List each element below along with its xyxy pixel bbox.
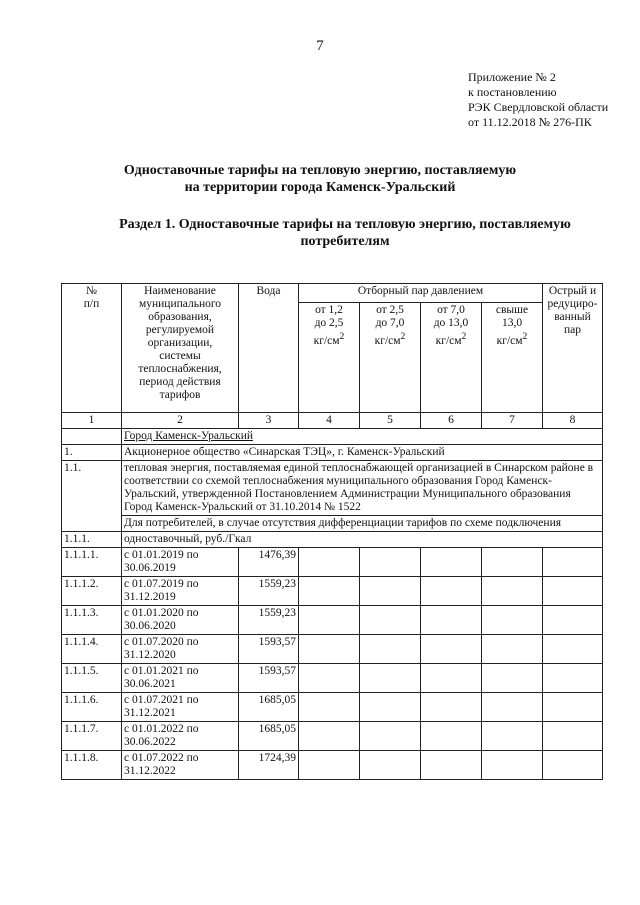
header-pressure-2: от 2,5 до 7,0 $кг/см^2$ <box>360 303 421 413</box>
period: с 01.01.2021 по 30.06.2021 <box>122 664 239 693</box>
header-steam-group: Отборный пар давлением <box>299 284 543 303</box>
city-name: Город Каменск-Уральский <box>122 429 603 445</box>
row-number: 1.1.1.8. <box>62 751 122 780</box>
col-number: 4 <box>299 413 360 429</box>
water-tariff: 1685,05 <box>239 722 299 751</box>
water-tariff: 1593,57 <box>239 635 299 664</box>
tariff-type: одноставочный, руб./Гкал <box>122 532 603 548</box>
table-row <box>62 606 603 635</box>
table-row <box>62 635 603 664</box>
row-number: 1.1.1.5. <box>62 664 122 693</box>
row-number: 1.1.1.1. <box>62 548 122 577</box>
title-line: на территории города Каменск-Уральский <box>184 180 456 195</box>
organization-name: Акционерное общество «Синарская ТЭЦ», г. Каменск-Уральский <box>122 445 603 461</box>
appendix-line: от 11.12.2018 № 276-ПК <box>468 115 592 129</box>
period: с 01.07.2021 по 31.12.2021 <box>122 693 239 722</box>
water-tariff: 1685,05 <box>239 693 299 722</box>
city-row <box>62 429 603 445</box>
water-tariff: 1476,39 <box>239 548 299 577</box>
water-tariff: 1593,57 <box>239 664 299 693</box>
row-number: 1.1. <box>62 461 122 532</box>
system-row <box>62 461 603 516</box>
table-row <box>62 548 603 577</box>
table-row <box>62 693 603 722</box>
water-tariff: 1724,39 <box>239 751 299 780</box>
appendix-line: к постановлению <box>468 85 557 99</box>
section-heading <box>90 216 600 250</box>
column-number-row <box>62 413 603 429</box>
appendix-line: Приложение № 2 <box>468 70 556 84</box>
period: с 01.01.2020 по 30.06.2020 <box>122 606 239 635</box>
page-number: 7 <box>316 38 324 54</box>
document-title <box>0 162 640 196</box>
row-number: 1.1.1.3. <box>62 606 122 635</box>
system-description: тепловая энергия, поставляемая единой теплоснабжающей организацией в Синарском районе в соответствии со схемой теплоснабжения муниципального образования Город Каменск-Уральский, утвержденной Постановлением Администрации Муниципального образования Город Каменск-Уральский от 31.10.2014 № 1522 <box>122 461 603 516</box>
col-number: 3 <box>239 413 299 429</box>
header-pressure-1: от 1,2 до 2,5 $кг/см^2$ <box>299 303 360 413</box>
tariff-type-row <box>62 532 603 548</box>
period: с 01.01.2019 по 30.06.2019 <box>122 548 239 577</box>
section-line: Раздел 1. Одноставочные тарифы на тепловую энергию, поставляемую <box>119 217 571 232</box>
row-number: 1.1.1.4. <box>62 635 122 664</box>
header-pressure-3: от 7,0 до 13,0 $кг/см^2$ <box>421 303 482 413</box>
table-row <box>62 577 603 606</box>
consumers-note: Для потребителей, в случае отсутствия дифференциации тарифов по схеме подключения <box>122 516 603 532</box>
header-name: Наименование муниципального образования, регулируемой организации, системы теплоснабжения, период действия тарифов <box>122 284 239 413</box>
row-number: 1.1.1.6. <box>62 693 122 722</box>
col-number: 1 <box>62 413 122 429</box>
appendix-block <box>468 70 608 130</box>
row-number: 1. <box>62 445 122 461</box>
col-number: 5 <box>360 413 421 429</box>
water-tariff: 1559,23 <box>239 577 299 606</box>
table-row <box>62 722 603 751</box>
header-number: № п/п <box>62 284 122 413</box>
water-tariff: 1559,23 <box>239 606 299 635</box>
section-line: потребителям <box>300 234 390 249</box>
title-line: Одноставочные тарифы на тепловую энергию, поставляемую <box>123 163 517 178</box>
row-number: 1.1.1.2. <box>62 577 122 606</box>
row-number: 1.1.1.7. <box>62 722 122 751</box>
consumers-row <box>62 516 603 532</box>
header-water: Вода <box>239 284 299 413</box>
period: с 01.07.2022 по 31.12.2022 <box>122 751 239 780</box>
table-row <box>62 751 603 780</box>
period: с 01.07.2020 по 31.12.2020 <box>122 635 239 664</box>
header-sharp-steam: Острый и редуциро- ванный пар <box>543 284 603 413</box>
period: с 01.01.2022 по 30.06.2022 <box>122 722 239 751</box>
header-pressure-4: свыше 13,0 $кг/см^2$ <box>482 303 543 413</box>
tariff-table <box>61 283 603 780</box>
appendix-line: РЭК Свердловской области <box>468 100 609 114</box>
col-number: 7 <box>482 413 543 429</box>
row-number: 1.1.1. <box>62 532 122 548</box>
col-number: 2 <box>122 413 239 429</box>
col-number: 6 <box>421 413 482 429</box>
table-row <box>62 664 603 693</box>
organization-row <box>62 445 603 461</box>
col-number: 8 <box>543 413 603 429</box>
period: с 01.07.2019 по 31.12.2019 <box>122 577 239 606</box>
